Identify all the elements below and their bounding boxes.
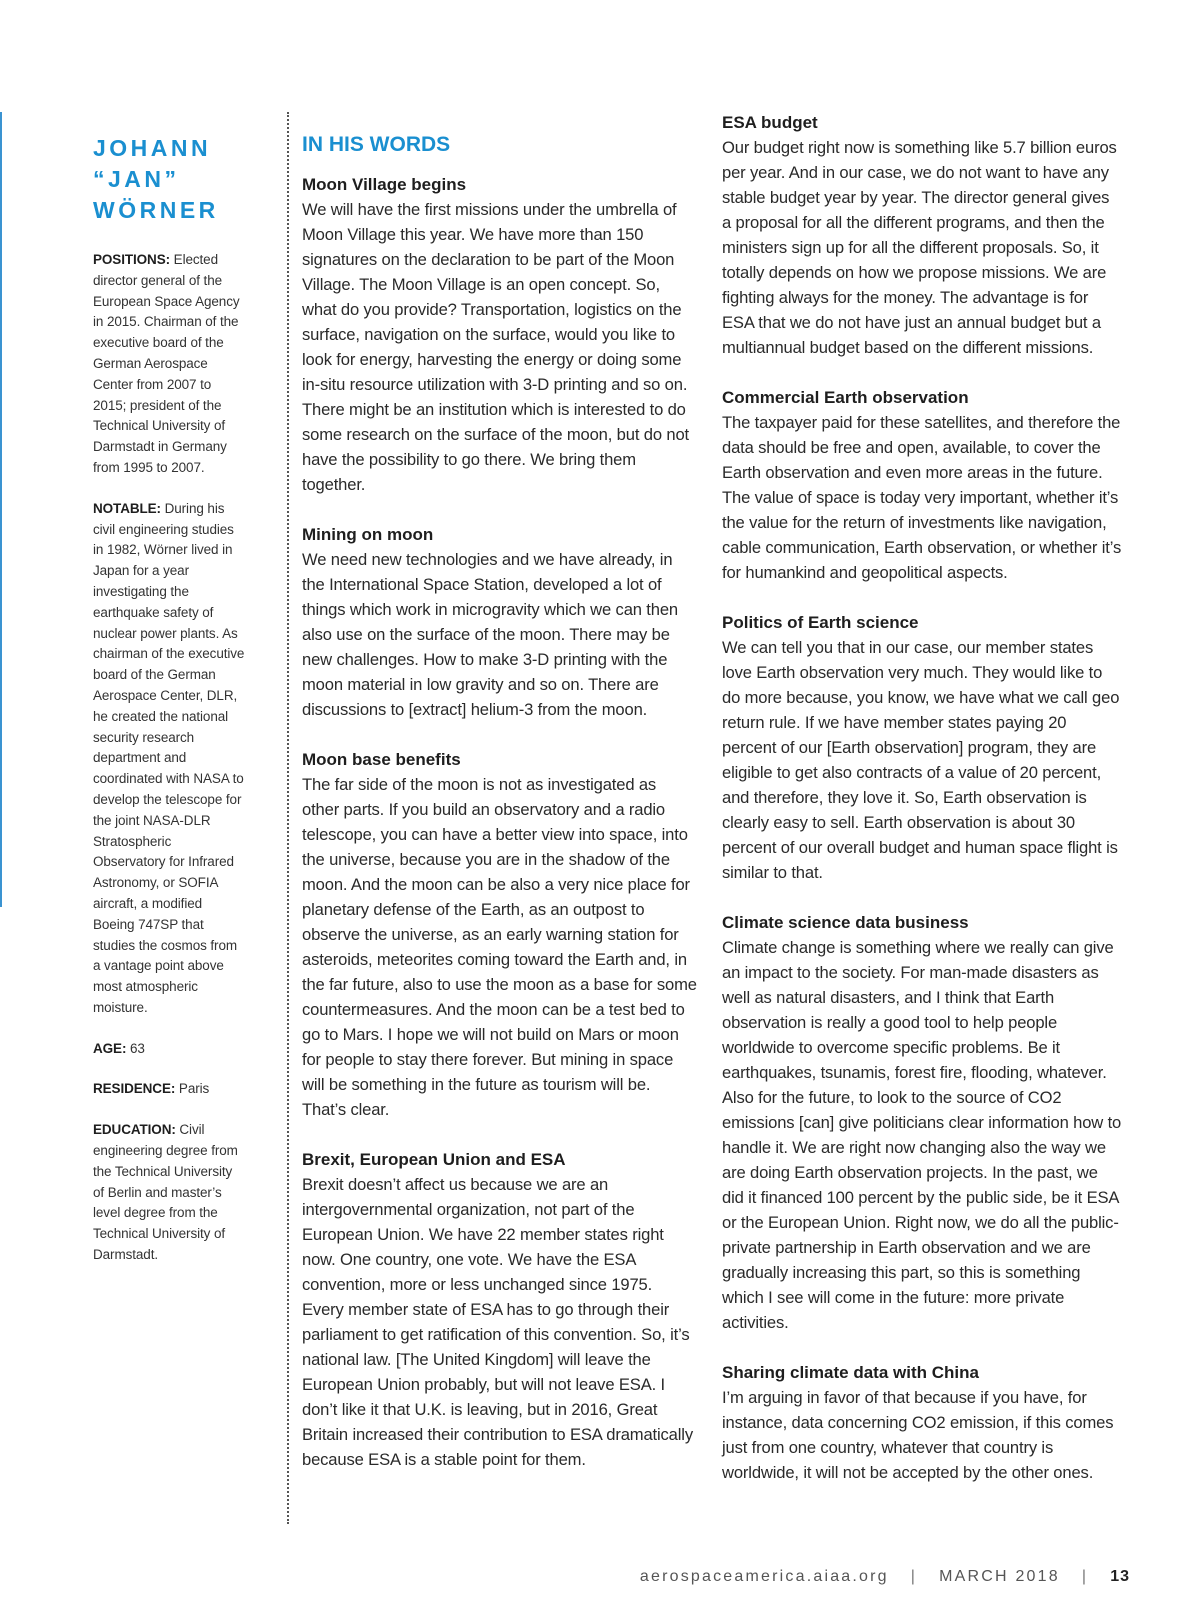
page-footer: [640, 1568, 1130, 1586]
section-body: The far side of the moon is not as investigated as other parts. If you build an observatory and a radio telescope, you can have a better view into space, into the universe, because you are in the shadow of the moon. And the moon can be also a very nice place for planetary defense of the Earth, as an outpost to observe the universe, as an early warning station for asteroids, meteorites coming toward the Earth and, in the far future, also to use the moon as a base for some countermeasures. And the moon can be a test bed to go to Mars. I hope we will not build on Mars or moon for people to stay there forever. But mining in space will be something in the future as tourism will be. That’s clear.: [302, 775, 697, 1119]
interview-section: [722, 110, 1122, 360]
name-line: WÖRNER: [93, 197, 219, 223]
section-title: Commercial Earth observation: [722, 388, 969, 407]
section-body: Climate change is something where we really can give an impact to the society. For man-made disasters as well as natural disasters, and I think that Earth observation is really a good tool to help people worldwide to overcome specific problems. Be it earthquakes, tsunamis, forest fire, flooding, whatever. Also for the future, to look to the source of CO2 emissions [can] give politicians clear information how to handle it. We are right now changing also the way we are doing Earth observation projects. In the past, we did it financed 100 percent by the public side, be it ESA or the European Union. Right now, we do all the public-private partnership in Earth observation and we are gradually increasing this part, so this is something which I see will come in the future: more private activities.: [722, 938, 1122, 1332]
page-number: 13: [1110, 1568, 1130, 1585]
interview-section: [302, 1147, 697, 1472]
field-text: Paris: [178, 1081, 210, 1097]
interview-section: [722, 610, 1122, 885]
field-text: Elected director general of the European Space Agency in 2015. Chairman of the executive board of the German Aerospace Center from 2007 to 2015; president of the Technical University of Darmstadt in Germany from 1995 to 2007.: [93, 252, 240, 475]
field-text: 63: [130, 1040, 145, 1056]
section-title: Moon base benefits: [302, 750, 461, 769]
section-body: Our budget right now is something like 5.7 billion euros per year. And in our case, we do not want to have any stable budget year by year. The director general gives a proposal for all the different programs, and then the ministers sign up for all the different proposals. So, it totally depends on how we propose missions. We are fighting always for the money. The advantage is for ESA that we do not have just an annual budget but a multiannual budget based on the different missions.: [722, 138, 1117, 357]
field-label: EDUCATION:: [93, 1122, 176, 1138]
interview-column-left: [302, 132, 697, 1497]
field-label: RESIDENCE:: [93, 1081, 176, 1097]
field-text: Civil engineering degree from the Technical University of Berlin and master’s level degree from the Technical University of Darmstadt.: [93, 1122, 238, 1263]
interview-section: [722, 910, 1122, 1335]
profile-residence: [93, 1079, 245, 1100]
section-body: We need new technologies and we have already, in the International Space Station, developed a lot of things which work in microgravity which we can then also use on the surface of the moon. There may be new challenges. How to make 3-D printing with the moon material in low gravity and so on. There are discussions to [extract] helium-3 from the moon.: [302, 550, 679, 719]
interview-section: [302, 747, 697, 1122]
interview-section: [302, 172, 697, 497]
name-line: JOHANN: [93, 135, 212, 161]
profile-education: [93, 1120, 245, 1266]
footer-issue: MARCH 2018: [939, 1568, 1060, 1585]
profile-notable: [93, 499, 245, 1019]
section-body: We will have the first missions under the umbrella of Moon Village this year. We have more than 150 signatures on the declaration to be part of the Moon Village. The Moon Village is an open concept. So, what do you provide? Transportation, logistics on the surface, navigation on the surface, would you like to look for energy, harvesting the energy or doing some in-situ resource utilization with 3-D printing and so on. There might be an institution which is interested to do some research on the surface of the moon, but do not have the possibility to go there. We bring them together.: [302, 200, 689, 494]
field-label: NOTABLE:: [93, 500, 161, 516]
section-body: I’m arguing in favor of that because if you have, for instance, data concerning CO2 emission, if this comes just from one country, whatever that country is worldwide, it will not be accepted by the other ones.: [722, 1388, 1114, 1482]
interview-section: [302, 522, 697, 722]
profile-sidebar: [93, 133, 245, 1286]
section-title: Mining on moon: [302, 525, 434, 544]
footer-site-link[interactable]: aerospaceamerica.aiaa.org: [639, 1568, 889, 1585]
section-body: We can tell you that in our case, our member states love Earth observation very much. They would like to do more because, you know, we have what we call geo return rule. If we have member states paying 20 percent of our [Earth observation] program, they are eligible to get also contracts of a value of 20 percent, and therefore, they love it. So, Earth observation is clearly easy to sell. Earth observation is about 30 percent of our overall budget and human space flight is similar to that.: [722, 638, 1120, 882]
name-line: “JAN”: [93, 166, 180, 192]
field-label: AGE:: [93, 1040, 127, 1056]
footer-separator: |: [1081, 1568, 1089, 1585]
section-title: ESA budget: [722, 113, 818, 132]
footer-separator: |: [910, 1568, 918, 1585]
section-title: Moon Village begins: [302, 175, 467, 194]
section-title: Politics of Earth science: [722, 613, 919, 632]
section-title: Climate science data business: [722, 913, 969, 932]
profile-age: [93, 1039, 245, 1060]
profile-name: [93, 133, 245, 226]
section-title: Brexit, European Union and ESA: [302, 1150, 566, 1169]
field-label: POSITIONS:: [93, 252, 171, 267]
section-title: Sharing climate data with China: [722, 1363, 979, 1382]
field-text: During his civil engineering studies in 1982, Wörner lived in Japan for a year investigating the earthquake safety of nuclear power plants. As chairman of the executive board of the German Aerospace Center, DLR, he created the national security research department and coordinated with NASA to develop the telescope for the joint NASA-DLR Stratospheric Observatory for Infrared Astronomy, or SOFIA aircraft, a modified Boeing 747SP that studies the cosmos from a vantage point above most atmospheric moisture.: [93, 500, 245, 1015]
dotted-column-divider: [287, 112, 289, 1524]
interview-heading: IN HIS WORDS: [302, 133, 451, 156]
left-accent-rule: [0, 112, 2, 907]
interview-section: [722, 385, 1122, 585]
interview-column-right: [722, 110, 1122, 1510]
section-body: The taxpayer paid for these satellites, and therefore the data should be free and open, available, to cover the Earth observation and even more areas in the future. The value of space is today very important, whether it’s the value for the return of investments like navigation, cable communication, Earth observation, or whether it’s for humankind and geopolitical aspects.: [722, 413, 1122, 582]
profile-positions: [93, 250, 245, 479]
section-body: Brexit doesn’t affect us because we are an intergovernmental organization, not part of the European Union. We have 22 member states right now. One country, one vote. We have the ESA convention, more or less unchanged since 1975. Every member state of ESA has to go through their parliament to get ratification of this convention. So, it’s national law. [The United Kingdom] will leave the European Union probably, but will not leave ESA. I don’t like it that U.K. is leaving, but in 2016, Great Britain increased their contribution to ESA dramatically because ESA is a stable point for them.: [302, 1175, 693, 1469]
interview-section: [722, 1360, 1122, 1485]
